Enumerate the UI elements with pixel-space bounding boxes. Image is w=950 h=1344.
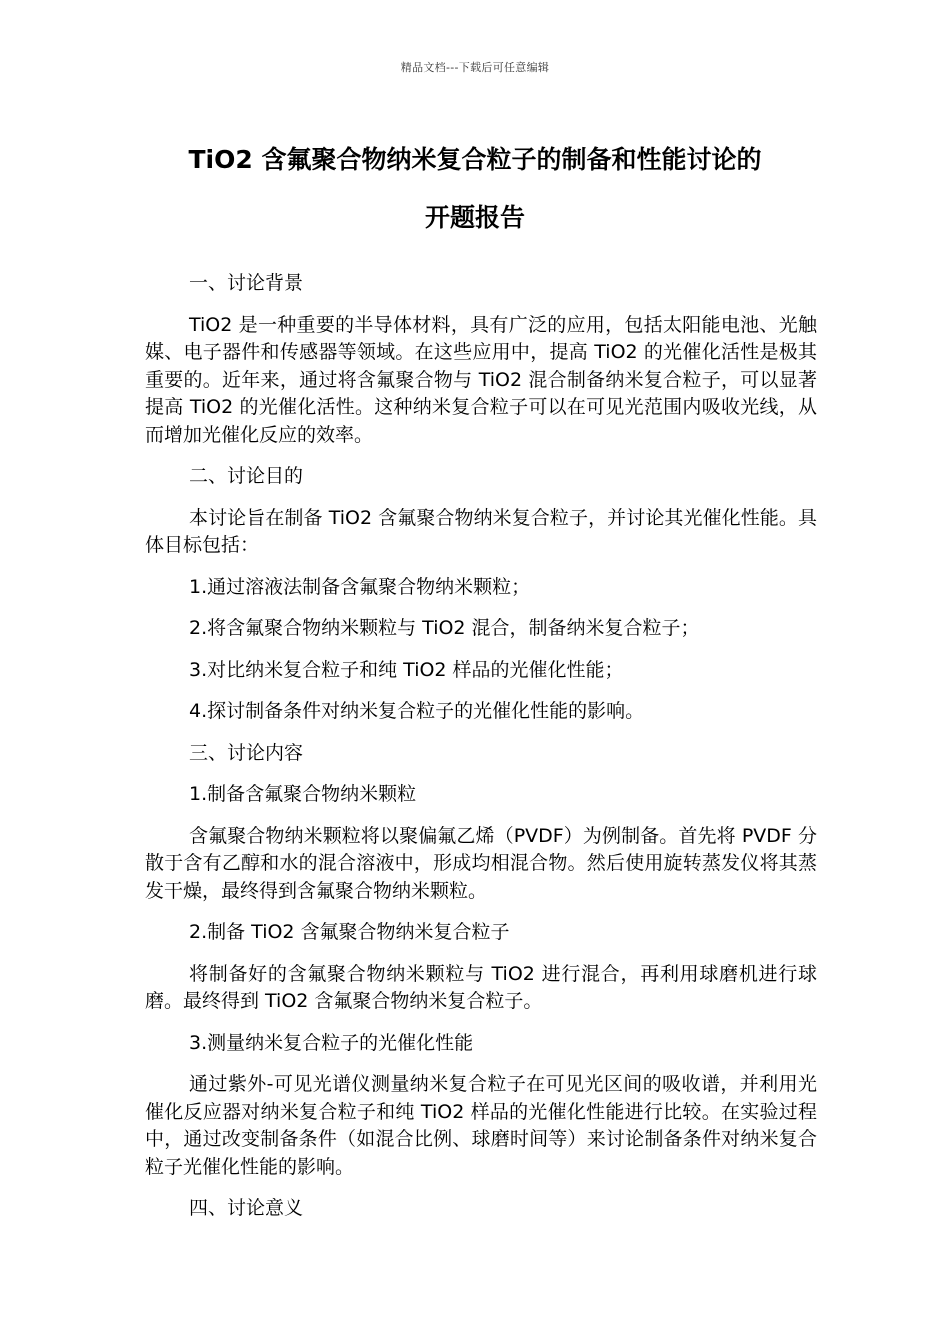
content-subheading-1: 1.制备含氟聚合物纳米颗粒 — [189, 783, 417, 805]
header-note: 精品文档---下载后可任意编辑 — [400, 61, 550, 74]
purpose-item-2: 2.将含氟聚合物纳米颗粒与 TiO2 混合，制备纳米复合粒子； — [189, 617, 700, 639]
content-paragraph-1: 含氟聚合物纳米颗粒将以聚偏氟乙烯（PVDF）为例制备。首先将 PVDF 分散于含有乙醇和水的混合溶液中，形成均相混合物。然后使用旋转蒸发仪将其蒸发干燥，最终得到含氟聚合物纳米颗粒。 — [145, 824, 817, 902]
document-title — [140, 131, 810, 247]
section-heading-purpose: 二、讨论目的 — [189, 465, 304, 487]
content-paragraph-3: 通过紫外-可见光谱仪测量纳米复合粒子在可见光区间的吸收谱，并利用光催化反应器对纳米复合粒子和纯 TiO2 样品的光催化性能进行比较。在实验过程中，通过改变制备条件（如混合比例、球磨时间等）来讨论制备条件对纳米复合粒子光催化性能的影响。 — [145, 1073, 817, 1178]
section-heading-background: 一、讨论背景 — [189, 272, 304, 294]
content-subheading-2: 2.制备 TiO2 含氟聚合物纳米复合粒子 — [189, 921, 510, 943]
content-subheading-3: 3.测量纳米复合粒子的光催化性能 — [189, 1031, 474, 1054]
section-heading-significance: 四、讨论意义 — [189, 1197, 304, 1219]
document-body — [145, 270, 817, 1237]
title-line-1: TiO2 含氟聚合物纳米复合粒子的制备和性能讨论的 — [188, 145, 762, 174]
purpose-paragraph: 本讨论旨在制备 TiO2 含氟聚合物纳米复合粒子，并讨论其光催化性能。具体目标包括： — [145, 506, 817, 556]
content-paragraph-2: 将制备好的含氟聚合物纳米颗粒与 TiO2 进行混合，再利用球磨机进行球磨。最终得到 TiO2 含氟聚合物纳米复合粒子。 — [145, 962, 817, 1012]
title-line-2: 开题报告 — [424, 203, 525, 232]
purpose-item-3: 3.对比纳米复合粒子和纯 TiO2 样品的光催化性能； — [189, 658, 624, 681]
section-heading-content: 三、讨论内容 — [189, 741, 304, 764]
background-paragraph: TiO2 是一种重要的半导体材料，具有广泛的应用，包括太阳能电池、光触媒、电子器件和传感器等领域。在这些应用中，提高 TiO2 的光催化活性是极其重要的。近年来，通过将含氟聚合物与 TiO2 混合制备纳米复合粒子，可以显著提高 TiO2 的光催化活性。这种纳米复合粒子可以在可见光范围内吸收光线，从而增加光催化反应的效率。 — [145, 313, 817, 446]
purpose-item-1: 1.通过溶液法制备含氟聚合物纳米颗粒； — [189, 575, 531, 598]
purpose-item-4: 4.探讨制备条件对纳米复合粒子的光催化性能的影响。 — [189, 700, 645, 722]
